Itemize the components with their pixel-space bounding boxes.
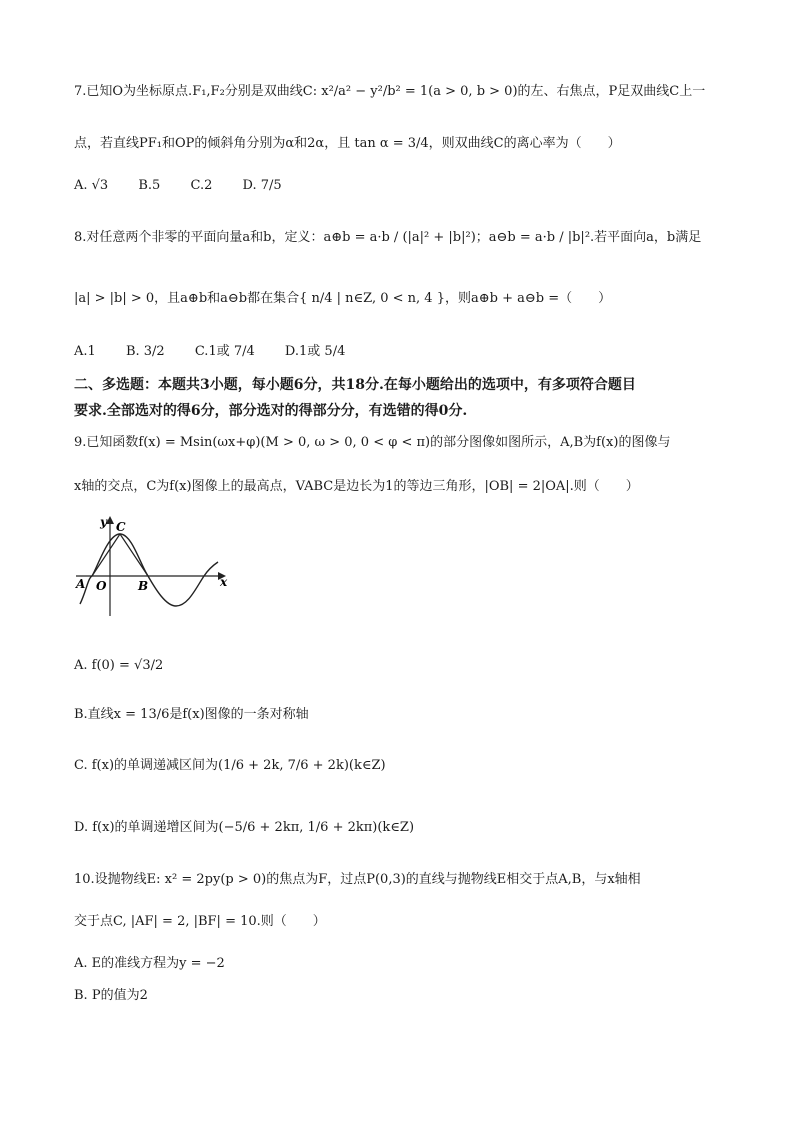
graph-label-x: x	[220, 575, 228, 589]
graph-label-c: C	[116, 520, 126, 534]
q10-option-a: A. E的准线方程为y = −2	[74, 956, 225, 971]
q8-option-d: D.1或 5/4	[284, 344, 346, 359]
q9-stem-line2: x轴的交点，C为f(x)图像上的最高点，VABC是边长为1的等边三角形，|OB| = 2|OA|.则（ ）	[74, 479, 639, 494]
q9-option-b: B.直线x = 13/6是f(x)图像的一条对称轴	[74, 707, 309, 722]
q10-stem-line2: 交于点C, |AF| = 2, |BF| = 10.则（ ）	[74, 914, 326, 929]
section2-heading-line1: 二、多选题：本题共3小题，每小题6分，共18分.在每小题给出的选项中，有多项符合题目	[74, 377, 636, 393]
q10-stem-line1: 10.设抛物线E: x² = 2py(p > 0)的焦点为F，过点P(0,3)的直线与抛物线E相交于点A,B，与x轴相	[74, 872, 641, 887]
q8-options	[74, 342, 371, 362]
q8-option-b: B. 3/2	[125, 344, 165, 359]
graph-label-b: B	[138, 579, 149, 593]
graph-label-a: A	[76, 577, 86, 591]
y-axis-arrow	[106, 516, 114, 524]
q9-function-graph	[72, 512, 232, 622]
q8-option-a: A.1	[74, 344, 96, 359]
q7-stem-line1: 7.已知O为坐标原点.F₁,F₂分别是双曲线C: x²/a² − y²/b² = 1(a > 0, b > 0)的左、右焦点，P足双曲线C上一	[74, 84, 706, 99]
q8-option-c: C.1或 7/4	[194, 344, 255, 359]
graph-label-o: O	[96, 579, 107, 593]
q8-stem-line1: 8.对任意两个非零的平面向量a和b，定义：a⊕b = a·b / (|a|² + |b|²)；a⊖b = a·b / |b|².若平面向a，b满足	[74, 230, 702, 245]
graph-label-y: y	[100, 515, 107, 529]
q9-option-a: A. f(0) = √3/2	[74, 658, 164, 673]
q10-option-b: B. P的值为2	[74, 988, 148, 1003]
q9-option-d: D. f(x)的单调递增区间为(−5/6 + 2kπ, 1/6 + 2kπ)(k∈Z)	[74, 820, 415, 835]
q8-stem-line2: |a| > |b| > 0，且a⊕b和a⊖b都在集合{ n/4 | n∈Z, 0 < n, 4 }，则a⊕b + a⊖b =（ ）	[74, 291, 612, 306]
section2-heading-line2: 要求.全部选对的得6分，部分选对的得部分分，有选错的得0分.	[74, 403, 468, 419]
q7-options	[74, 176, 308, 196]
q7-option-b: B.5	[138, 178, 161, 193]
q9-option-c: C. f(x)的单调递减区间为(1/6 + 2k, 7/6 + 2k)(k∈Z)	[74, 758, 386, 773]
q9-stem-line1: 9.已知函数f(x) = Msin(ωx+φ)(M > 0, ω > 0, 0 < φ < π)的部分图像如图所示，A,B为f(x)的图像与	[74, 435, 671, 450]
triangle-abc	[92, 534, 148, 576]
q7-option-a: A. √3	[74, 178, 109, 193]
q7-option-d: D. 7/5	[242, 178, 282, 193]
sine-curve	[80, 534, 218, 606]
q7-option-c: C.2	[190, 178, 213, 193]
q7-stem-line2: 点，若直线PF₁和OP的倾斜角分别为α和2α，且 tan α = 3/4，则双曲线C的离心率为（ ）	[74, 136, 621, 151]
